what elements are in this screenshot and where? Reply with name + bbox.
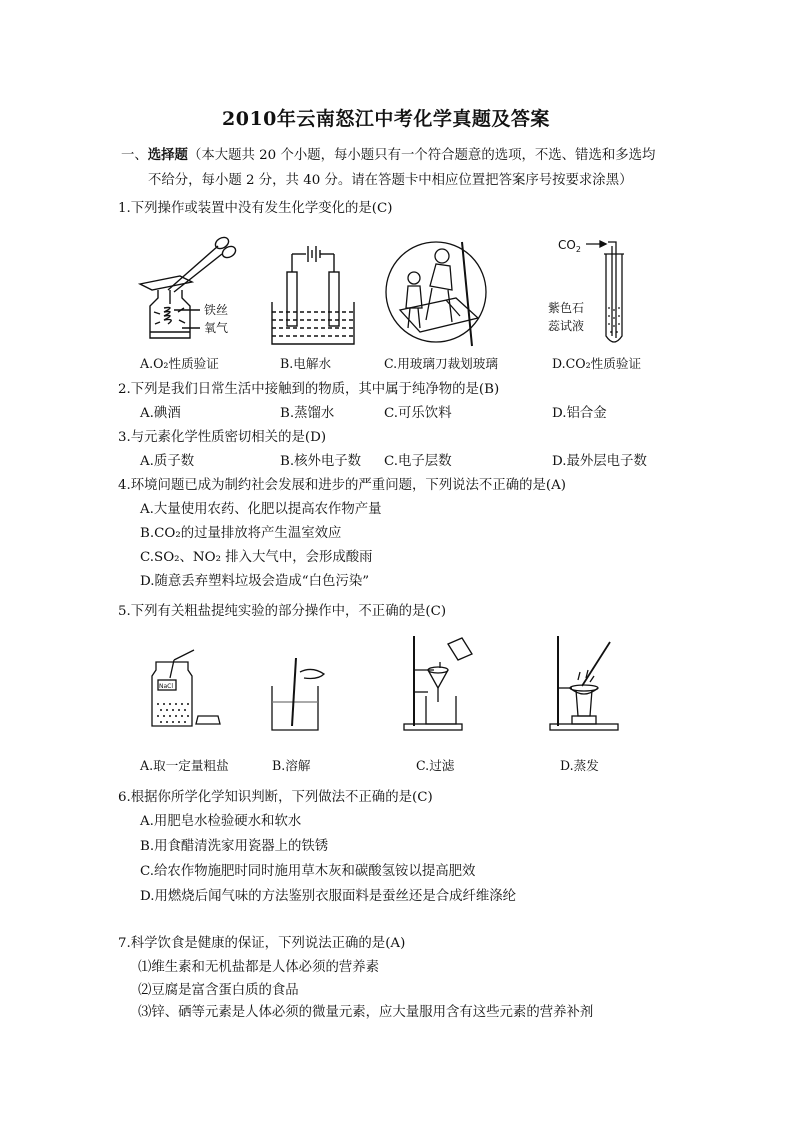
q4-option-b: B.CO₂的过量排放将产生温室效应 <box>140 526 342 541</box>
q1-stem: 1.下列操作或装置中没有发生化学变化的是(C) <box>118 201 393 216</box>
q1-figure-b-electrolysis <box>268 240 358 350</box>
q6-option-b: B.用食醋清洗家用瓷器上的铁锈 <box>140 839 329 854</box>
q3-stem: 3.与元素化学性质密切相关的是(D) <box>118 430 327 445</box>
q6-stem: 6.根据你所学化学知识判断，下列做法不正确的是(C) <box>118 790 433 805</box>
q6-option-d: D.用燃烧后闻气味的方法鉴别衣服面料是蚕丝还是合成纤维涤纶 <box>140 889 517 904</box>
section-heading <box>121 146 655 165</box>
q5-option-b: B.溶解 <box>272 758 311 773</box>
section-note-line2: 不给分，每小题 2 分，共 40 分。请在答题卡中相应位置把答案序号按要求涂黑） <box>148 173 633 188</box>
q2-option-b: B.蒸馏水 <box>280 406 335 421</box>
q2-option-d: D.铝合金 <box>552 406 607 421</box>
q5-option-a: A.取一定量粗盐 <box>140 758 229 773</box>
q4-option-a: A.大量使用农药、化肥以提高农作物产量 <box>140 502 382 517</box>
q2-stem: 2.下列是我们日常生活中接触到的物质，其中属于纯净物的是(B) <box>118 382 500 397</box>
q4-option-c: C.SO₂、NO₂ 排入大气中，会形成酸雨 <box>140 550 373 565</box>
page-title: 2010年云南怒江中考化学真题及答案 <box>222 108 550 130</box>
q3-option-a: A.质子数 <box>140 454 195 469</box>
q3-option-b: B.核外电子数 <box>280 454 362 469</box>
q2-option-a: A.碘酒 <box>140 406 181 421</box>
q6-option-a: A.用肥皂水检验硬水和软水 <box>140 814 302 829</box>
q1-option-b: B.电解水 <box>280 356 332 371</box>
q1-figure-d-label-2: 蕊试液 <box>548 319 585 333</box>
q1-figure-d-co2-label: $CO_2$ <box>558 238 581 254</box>
section-heading-text: 选择题 <box>147 147 188 163</box>
q4-stem: 4.环境问题已成为制约社会发展和进步的严重问题，下列说法不正确的是(A) <box>118 478 567 493</box>
q7-stem: 7.科学饮食是健康的保证，下列说法正确的是(A) <box>118 936 406 951</box>
q7-item-3: ⑶锌、硒等元素是人体必须的微量元素，应大量服用含有这些元素的营养补剂 <box>138 1005 594 1020</box>
q6-option-c: C.给农作物施肥时同时施用草木灰和碳酸氢铵以提高肥效 <box>140 864 476 879</box>
section-number: 一、 <box>121 148 148 163</box>
q2-option-c: C.可乐饮料 <box>384 406 452 421</box>
q1-figure-a-iron-wire-oxygen <box>130 228 250 348</box>
q5-figure-c-filter <box>400 632 480 732</box>
q7-item-1: ⑴维生素和无机盐都是人体必须的营养素 <box>138 960 380 975</box>
q5-stem: 5.下列有关粗盐提纯实验的部分操作中，不正确的是(C) <box>118 604 447 619</box>
q1-figure-d-liquid-dots <box>608 307 620 333</box>
q1-option-a: A.O₂性质验证 <box>140 356 219 371</box>
q1-figure-a-label-oxygen: 氧气 <box>204 321 229 335</box>
q1-figure-a-label-wire: 铁丝 <box>204 303 229 317</box>
q4-option-d: D.随意丢弃塑料垃圾会造成“白色污染” <box>140 574 370 589</box>
q5-figure-b-dissolve <box>268 652 338 734</box>
q1-figure-d-label-1: 紫色石 <box>548 301 585 315</box>
q5-figure-d-evaporate <box>548 632 628 732</box>
q1-option-c: C.用玻璃刀裁划玻璃 <box>384 356 498 371</box>
q1-figure-c-cutting-glass <box>386 236 486 352</box>
q3-option-c: C.电子层数 <box>384 454 452 469</box>
q5-figure-a-take-salt <box>148 648 224 730</box>
q1-option-d: D.CO₂性质验证 <box>552 356 642 371</box>
q1-figure-d-co2-litmus <box>548 232 658 350</box>
q3-option-d: D.最外层电子数 <box>552 454 647 469</box>
q5-figure-a-label: NaCl <box>159 683 174 690</box>
q5-option-c: C.过滤 <box>416 758 455 773</box>
q5-figure-a-salt-dots <box>157 703 189 723</box>
q5-option-d: D.蒸发 <box>560 758 599 773</box>
q7-item-2: ⑵豆腐是富含蛋白质的食品 <box>138 983 299 998</box>
section-note-line1: （本大题共 20 个小题，每小题只有一个符合题意的选项，不选、错选和多选均 <box>187 148 656 163</box>
